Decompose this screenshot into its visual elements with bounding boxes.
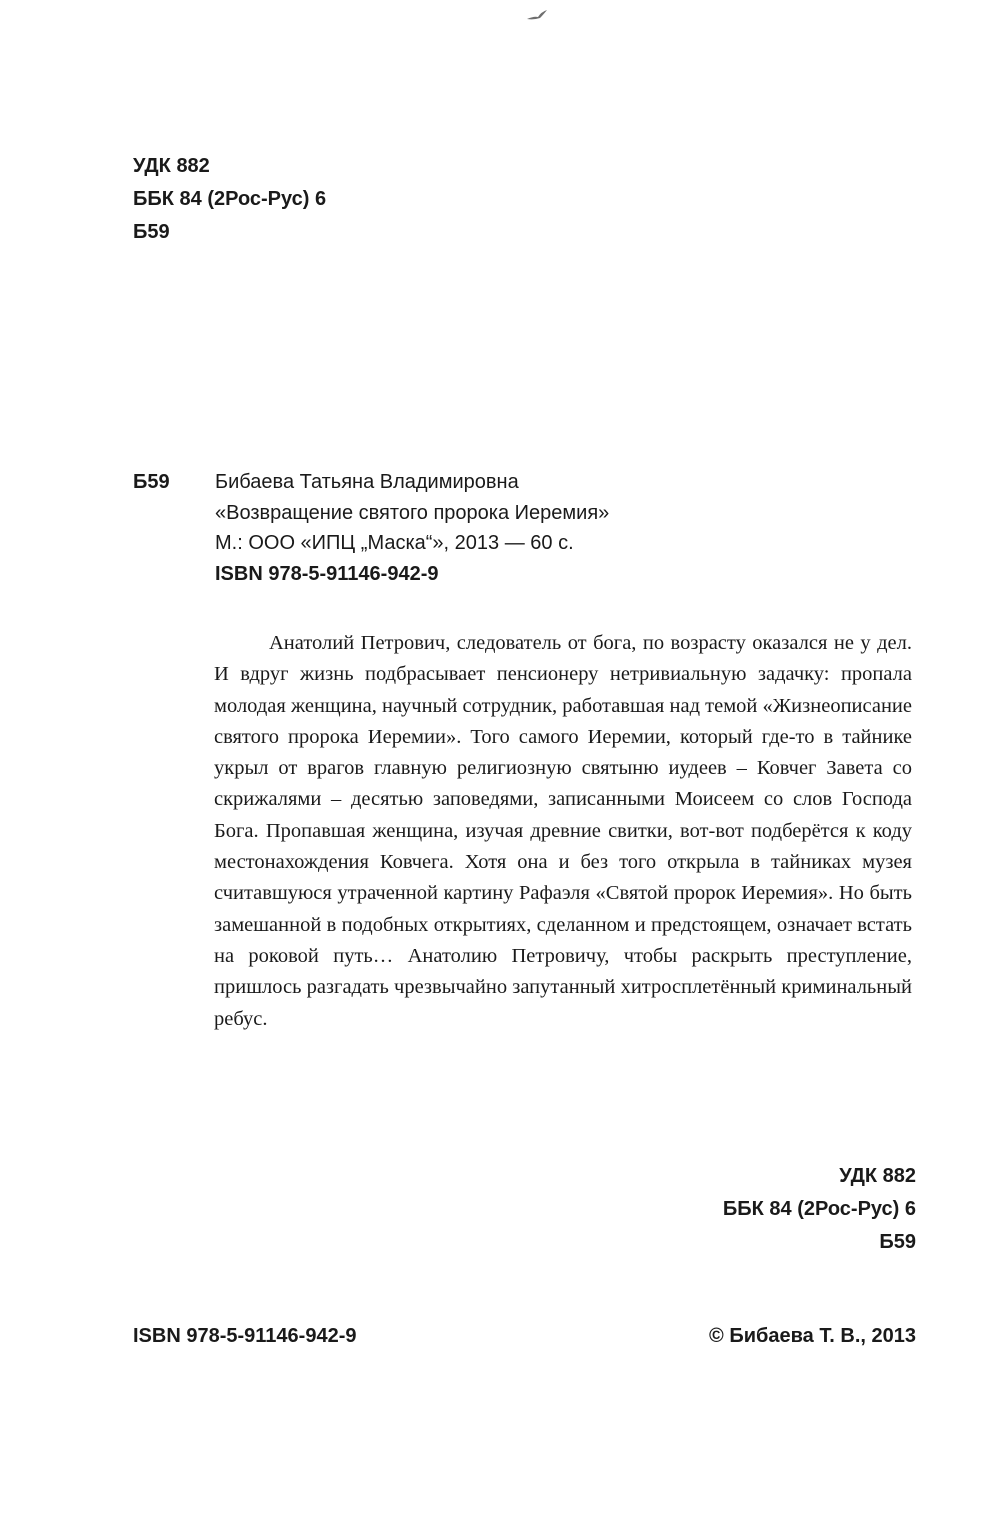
author-mark-bottom: Б59 (879, 1231, 916, 1253)
author-mark: Б59 (133, 221, 170, 243)
udk-code-bottom: УДК 882 (839, 1165, 916, 1187)
catalog-lines (215, 467, 609, 589)
bird-mark-icon (526, 8, 548, 22)
footer-isbn: ISBN 978-5-91146-942-9 (133, 1325, 357, 1347)
catalog-author-mark: Б59 (133, 471, 170, 493)
bbk-code-bottom: ББК 84 (2Рос-Рус) 6 (722, 1198, 916, 1220)
footer-copyright: © Бибаева Т. В., 2013 (709, 1325, 916, 1347)
catalog-title: «Возвращение святого пророка Иеремия» (215, 501, 610, 524)
catalog-imprint: М.: ООО «ИПЦ „Маска“», 2013 — 60 с. (215, 532, 574, 554)
catalog-isbn: ISBN 978-5-91146-942-9 (215, 562, 439, 585)
catalog-author: Бибаева Татьяна Владимировна (215, 471, 519, 493)
classification-codes-bottom (723, 1160, 916, 1259)
bbk-code: ББК 84 (2Рос-Рус) 6 (133, 188, 327, 210)
classification-codes-top (133, 150, 326, 249)
udk-code: УДК 882 (133, 155, 210, 177)
annotation-paragraph: Анатолий Петрович, следователь от бога, по возрасту оказался не у дел. И вдруг жизнь подбрасывает пенсионеру нетривиальную задачку: пропала молодая женщина, научный сотрудник, работавшая над темой «Жизнеописание святого пророка Иеремии». Того самого Иеремии, который где-то в тайнике укрыл от врагов главную религиозную святыню иудеев – Ковчег Завета со скрижалями – десятью заповедями, записанными Моисеем со слов Господа Бога. Пропавшая женщина, изучая древние свитки, вот-вот подберётся к коду местонахождения Ковчега. Хотя она и без того открыла в тайниках музея считавшуюся утраченной картину Рафаэля «Святой пророк Иеремия». Но быть замешанной в подобных открытиях, сделанном и предстоящем, означает встать на роковой путь… Анатолию Петровичу, чтобы раскрыть преступление, пришлось разгадать чрезвычайно запутанный хитросплетённый криминальный ребус. (214, 632, 912, 1030)
